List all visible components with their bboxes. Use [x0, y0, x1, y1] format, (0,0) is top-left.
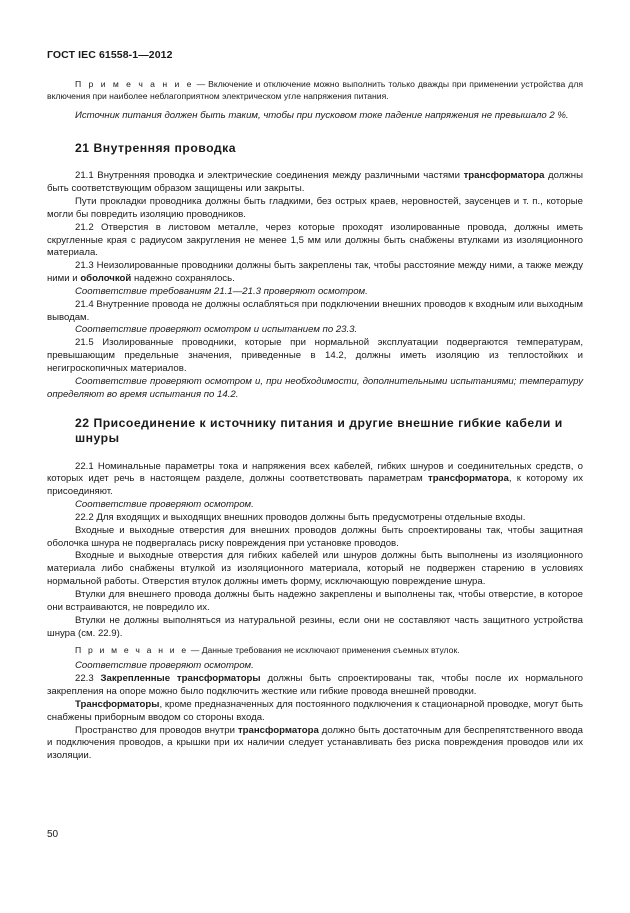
note-label: П р и м е ч а н и е: [75, 79, 194, 89]
document-header: ГОСТ IEC 61558-1—2012: [47, 49, 173, 61]
clause-22-3-transformers: Трансформаторы, кроме предназначенных для постоянного подключения к стационарной проводке, могут быть снабжены приборным вводом со стороны входа.: [47, 698, 583, 723]
clause-21-5: 21.5 Изолированные проводники, которые при нормальной эксплуатации подвергаются температурам, превышающим предельные значения, приведенные в 14.2, должны иметь изоляцию из теплостойких и негигроскопичных материалов.: [47, 337, 583, 374]
clause-22-2: 22.2 Для входящих и выходящих внешних проводов должны быть предусмотрены отдельные входы.: [75, 511, 526, 523]
clause-21-1-paths: Пути прокладки проводника должны быть гладкими, без острых краев, неровностей, заусенцев и т. п., которые могли бы повредить изоляцию проводников.: [47, 196, 583, 220]
document-body: [47, 78, 583, 763]
section-22-title: 22 Присоединение к источнику питания и другие внешние гибкие кабели и шнуры: [75, 415, 563, 446]
clause-22-2-rubber: Втулки не должны выполняться из натуральной резины, если они не составляют часть защитного устройства шнура (см. 22.9).: [47, 614, 583, 639]
supply-requirement: Источник питания должен быть таким, чтобы при пусковом токе падение напряжения не превышало 2 %.: [75, 110, 569, 121]
compliance-22-2: Соответствие проверяют осмотром.: [75, 660, 254, 672]
note-1: [47, 78, 583, 102]
section-21-title: 21 Внутренняя проводка: [75, 140, 237, 155]
page-number: 50: [47, 829, 59, 840]
clause-21-4: 21.4 Внутренние провода не должны ослабляться при подключении внешних проводов к входным или выходным выводам.: [47, 298, 583, 323]
compliance-21-5: Соответствие проверяют осмотром и, при необходимости, дополнительными испытаниями; температуру определяют во время испытания по 14.2.: [47, 375, 583, 400]
compliance-21-4: Соответствие проверяют осмотром и испытанием по 23.3.: [75, 324, 358, 336]
clause-21-3: 21.3 Неизолированные проводники должны быть закреплены так, чтобы расстояние между ними, а также между ними и оболочкой надежно сохранялось.: [47, 260, 583, 285]
clause-22-2-bushings: Втулки для внешнего провода должны быть надежно закреплены и выполнены так, чтобы отверстие, в которое они встраиваются, не повредило их.: [47, 588, 583, 613]
compliance-21-3: Соответствие требованиям 21.1—21.3 проверяют осмотром.: [75, 285, 368, 297]
clause-21-2: 21.2 Отверстия в листовом металле, через которые проходят изолированные провода, должны иметь скругленные края с радиусом закругления не менее 1,5 мм или должны быть снабжены втулками из изоляционного материала.: [47, 221, 583, 259]
clause-22-3: 22.3 Закрепленные трансформаторы должны быть спроектированы так, чтобы после их нормального закрепления на опоре можно было подключить жесткие или гибкие провода внешней проводки.: [47, 673, 584, 698]
compliance-22-1: Соответствие проверяют осмотром.: [75, 499, 254, 511]
clause-21-1: 21.1 Внутренняя проводка и электрические соединения между различными частями трансформатора должны быть соответствующим образом защищены или закрыты.: [47, 170, 583, 195]
note-2: П р и м е ч а н и е — Данные требования не исключают применения съемных втулок.: [75, 645, 460, 656]
clause-22-1: 22.1 Номинальные параметры тока и напряжения всех кабелей, гибких шнуров и соединительных средств, о которых идет речь в настоящем разделе, должны соответствовать параметрам трансформатора, к которому их присоединяют.: [47, 460, 583, 498]
clause-22-2-flexible: Входные и выходные отверстия для гибких кабелей или шнуров должны быть выполнены из изоляционного материала либо снабжены втулкой из изоляционного материала, который не подвержен старению в условиях нормальной работы. Отверстия втулок должны иметь форму, исключающую повреждение шнура.: [47, 550, 583, 588]
clause-22-3-space: Пространство для проводов внутри трансформатора должно быть достаточным для беспрепятственного ввода и подключения проводов, а крышки при их наличии следует устанавливать без риска повреждения проводов или их изоляции.: [47, 724, 584, 762]
clause-22-2-openings: Входные и выходные отверстия для внешних проводов должны быть спроектированы так, чтобы защитная оболочка шнура не подвергалась риску повреждения при установке проводов.: [47, 524, 583, 549]
note-1-text: — Включение и отключение можно выполнить только дважды при применении устройства для включения при наиболее неблагоприятном электрическом угле напряжения питания.: [47, 79, 583, 101]
